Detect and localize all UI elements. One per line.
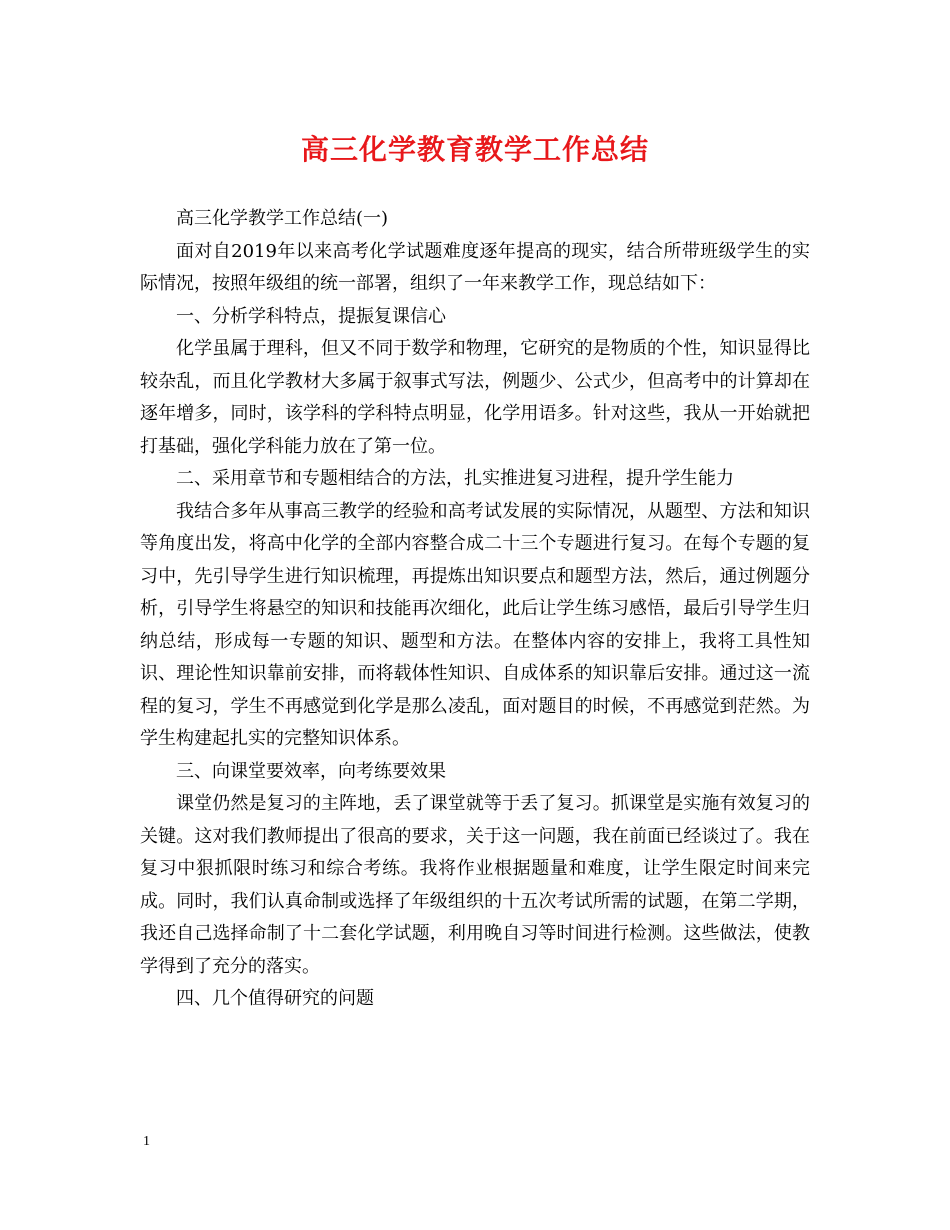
section-heading-2: 二、采用章节和专题相结合的方法，扎实推进复习进程，提升学生能力	[176, 468, 734, 489]
paragraph-section-1: 化学虽属于理科，但又不同于数学和物理，它研究的是物质的个性，知识显得比较杂乱，而且化学教材大多属于叙事式写法，例题少、公式少，但高考中的计算却在逐年增多，同时，该学科的学科特点明显，化学用语多。针对这些，我从一开始就把打基础，强化学科能力放在了第一位。	[140, 338, 810, 457]
paragraph-subtitle: 高三化学教学工作总结(一)	[176, 208, 389, 229]
section-heading-4: 四、几个值得研究的问题	[176, 988, 374, 1009]
page-number: 1	[143, 1134, 150, 1149]
section-heading-1: 一、分析学科特点，提振复课信心	[176, 305, 446, 327]
document-body	[140, 203, 810, 1016]
paragraph-section-2: 我结合多年从事高三教学的经验和高考试发展的实际情况，从题型、方法和知识等角度出发，将高中化学的全部内容整合成二十三个专题进行复习。在每个专题的复习中，先引导学生进行知识梳理，再提炼出知识要点和题型方法，然后，通过例题分析，引导学生将悬空的知识和技能再次细化，此后让学生练习感悟，最后引导学生归纳总结，形成每一专题的知识、题型和方法。在整体内容的安排上，我将工具性知识、理论性知识靠前安排，而将载体性知识、自成体系的知识靠后安排。通过这一流程的复习，学生不再感觉到化学是那么凌乱，面对题目的时候，不再感觉到茫然。为学生构建起扎实的完整知识体系。	[140, 500, 810, 749]
section-heading-3: 三、向课堂要效率，向考练要效果	[176, 760, 446, 782]
document-title: 高三化学教育教学工作总结	[300, 133, 649, 166]
paragraph-intro: 面对自2019年以来高考化学试题难度逐年提高的现实，结合所带班级学生的实际情况，按照年级组的统一部署，组织了一年来教学工作，现总结如下：	[140, 240, 810, 294]
paragraph-section-3: 课堂仍然是复习的主阵地，丢了课堂就等于丢了复习。抓课堂是实施有效复习的关键。这对我们教师提出了很高的要求，关于这一问题，我在前面已经谈过了。我在复习中狠抓限时练习和综合考练。我将作业根据题量和难度，让学生限定时间来完成。同时，我们认真命制或选择了年级组织的十五次考试所需的试题，在第二学期，我还自己选择命制了十二套化学试题，利用晚自习等时间进行检测。这些做法，使教学得到了充分的落实。	[140, 793, 810, 977]
